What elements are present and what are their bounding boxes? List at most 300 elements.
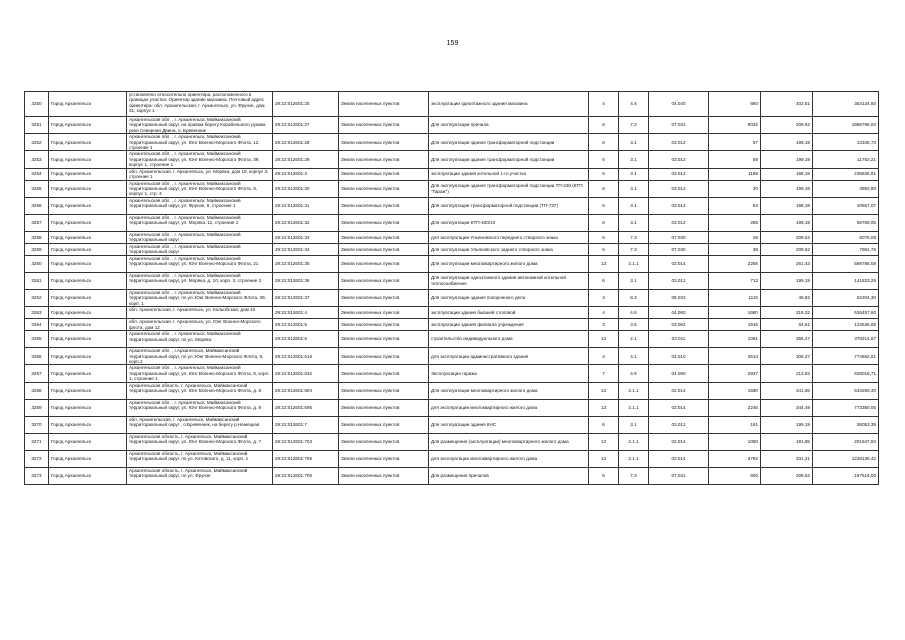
- city-cell: Город Архангельск: [49, 399, 127, 416]
- area-cell: 2245: [709, 399, 761, 416]
- usage-code-cell: 02.014: [649, 382, 709, 399]
- land-category-cell: Земли населенных пунктов: [339, 450, 429, 467]
- cadastral-number-cell: 29:22:012601:3: [273, 168, 339, 180]
- address-cell: Архангельская обл. , г. Архангельск, Маймаксанский территориальный округ, ул. Юнг Военно-Морского Флота, 39, корпус 1, строение 1: [127, 151, 273, 168]
- group-code-cell: 6: [589, 117, 619, 134]
- subgroup-code-cell: 3.1: [619, 168, 649, 180]
- cadastral-number-cell: 29:22:012601:34: [273, 243, 339, 255]
- city-cell: Город Архангельск: [49, 319, 127, 331]
- specific-value-cell: 213,83: [761, 365, 813, 382]
- city-cell: Город Архангельск: [49, 289, 127, 306]
- permitted-use-cell: Для эксплуатации трансформаторной подстанции (ТП-737): [429, 197, 589, 214]
- usage-code-cell: 04.060: [649, 307, 709, 319]
- group-code-cell: 6: [589, 168, 619, 180]
- subgroup-code-cell: 2.1: [619, 331, 649, 348]
- address-cell: Архангельская обл. , г. Архангельск, Маймаксанский территориальный округ, ул. Юнг Военно-Морского Флота, 21: [127, 255, 273, 272]
- usage-code-cell: 04.010: [649, 348, 709, 365]
- address-cell: Архангельская обл. , г. Архангельск, Маймаксанский территориальный округ, ул. Юнг Военно-Морского Флота, д. 8: [127, 399, 273, 416]
- cadastral-number-cell: 29:22:012601:694: [273, 382, 339, 399]
- subgroup-code-cell: 3.1: [619, 134, 649, 151]
- row-number: 3251: [25, 117, 49, 134]
- row-number: 3268: [25, 382, 49, 399]
- address-cell: Архангельская область, г. Архангельск, Маймаксанский территориальный округ, ул. Юнг Военно-Морского Флота, д. 8: [127, 382, 273, 399]
- land-category-cell: Земли населенных пунктов: [339, 319, 429, 331]
- cadastral-value-cell: 1226136,42: [813, 450, 879, 467]
- subgroup-code-cell: 7.3: [619, 117, 649, 134]
- area-cell: 1189: [709, 168, 761, 180]
- city-cell: Город Архангельск: [49, 416, 127, 433]
- row-number: 3264: [25, 319, 49, 331]
- cadastral-value-cell: 773380,05: [813, 399, 879, 416]
- usage-code-cell: 03.012: [649, 151, 709, 168]
- row-number: 3252: [25, 134, 49, 151]
- permitted-use-cell: для эксплуатации многоквартирного жилого дома: [429, 399, 589, 416]
- row-number: 3266: [25, 348, 49, 365]
- usage-code-cell: 04.040: [649, 92, 709, 117]
- cadastral-value-cell: 378214,67: [813, 331, 879, 348]
- cadastral-number-cell: 29:22:012601:30: [273, 180, 339, 197]
- permitted-use-cell: для эксплуатации административного здания: [429, 348, 589, 365]
- cadastral-value-cell: 56768,05: [813, 214, 879, 231]
- table-row: [25, 467, 879, 484]
- land-category-cell: Земли населенных пунктов: [339, 365, 429, 382]
- cadastral-value-cell: 52204,30: [813, 289, 879, 306]
- land-category-cell: Земли населенных пунктов: [339, 307, 429, 319]
- table-row: [25, 331, 879, 348]
- cadastral-number-cell: 29:22:012601:37: [273, 289, 339, 306]
- group-code-cell: 6: [589, 231, 619, 243]
- land-category-cell: Земли населенных пунктов: [339, 433, 429, 450]
- subgroup-code-cell: 2.1.1: [619, 255, 649, 272]
- specific-value-cell: 209,52: [761, 467, 813, 484]
- group-code-cell: 6: [589, 180, 619, 197]
- address-cell: Архангельская обл. , г. Архангельск, Маймаксанский территориальный округ: [127, 243, 273, 255]
- cadastral-value-cell: 628018,71: [813, 365, 879, 382]
- row-number: 3270: [25, 416, 49, 433]
- area-cell: 712: [709, 272, 761, 289]
- city-cell: Город Архангельск: [49, 180, 127, 197]
- row-number: 3255: [25, 180, 49, 197]
- address-cell: Архангельская обл. , г. Архангельск, Маймаксанский территориальный округ, ул. Юнг Военно-Морского Флота, 12, строение 1: [127, 134, 273, 151]
- specific-value-cell: 402,51: [761, 92, 813, 117]
- land-category-cell: Земли населенных пунктов: [339, 467, 429, 484]
- area-cell: 20: [709, 180, 761, 197]
- specific-value-cell: 199,19: [761, 416, 813, 433]
- land-category-cell: Земли населенных пунктов: [339, 117, 429, 134]
- permitted-use-cell: Для эксплуатации многоквартирного жилого дома: [429, 382, 589, 399]
- subgroup-code-cell: 8.3: [619, 289, 649, 306]
- address-cell: Архангельская область, г. Архангельск, Маймаксанский территориальный округ, по ул. Фрунзе: [127, 467, 273, 484]
- land-category-cell: Земли населенных пунктов: [339, 231, 429, 243]
- permitted-use-cell: эксплуатации здания филиала учреждения: [429, 319, 589, 331]
- subgroup-code-cell: 3.1: [619, 416, 649, 433]
- address-cell: Архангельская обл. , г. Архангельск, Маймаксанский территориальный округ, ул. Моряка, 11, строение 1: [127, 214, 273, 231]
- permitted-use-cell: Для эксплуатации здания трансформаторной подстанции: [429, 151, 589, 168]
- permitted-use-cell: Для эксплуатации здания трансформаторной подстанции: [429, 134, 589, 151]
- row-number: 3263: [25, 307, 49, 319]
- table-row: [25, 272, 879, 289]
- city-cell: Город Архангельск: [49, 450, 127, 467]
- area-cell: 3782: [709, 450, 761, 467]
- usage-code-cell: 03.012: [649, 168, 709, 180]
- permitted-use-cell: эксплуатации здания котельной 1-го участка: [429, 168, 589, 180]
- specific-value-cell: 64,51: [761, 319, 813, 331]
- table-row: [25, 289, 879, 306]
- specific-value-cell: 319,32: [761, 307, 813, 319]
- area-cell: 1061: [709, 331, 761, 348]
- table-row: [25, 255, 879, 272]
- address-cell: Архангельская обл. , г. Архангельск, Маймаксанский территориальный округ, ул. Моряка, д. 10, корп. 3, строение 2: [127, 272, 273, 289]
- usage-code-cell: 02.014: [649, 255, 709, 272]
- city-cell: Город Архангельск: [49, 243, 127, 255]
- permitted-use-cell: для эксплуатации многоквартирного жилого дома: [429, 450, 589, 467]
- subgroup-code-cell: 2.1.1: [619, 433, 649, 450]
- cadastral-number-cell: 29:22:012601:5: [273, 319, 339, 331]
- group-code-cell: 13: [589, 255, 619, 272]
- land-category-cell: Земли населенных пунктов: [339, 255, 429, 272]
- group-code-cell: 6: [589, 272, 619, 289]
- city-cell: Город Архангельск: [49, 214, 127, 231]
- area-cell: 2937: [709, 365, 761, 382]
- specific-value-cell: 356,47: [761, 331, 813, 348]
- cadastral-value-cell: 6076,08: [813, 231, 879, 243]
- permitted-use-cell: Для эксплуатации многоквартирного жилого дома: [429, 255, 589, 272]
- row-number: 3250: [25, 92, 49, 117]
- table-row: [25, 307, 879, 319]
- city-cell: Город Архангельск: [49, 272, 127, 289]
- usage-code-cell: 03.012: [649, 416, 709, 433]
- group-code-cell: 6: [589, 197, 619, 214]
- usage-code-cell: 04.090: [649, 365, 709, 382]
- group-code-cell: 6: [589, 134, 619, 151]
- row-number: 3272: [25, 450, 49, 467]
- usage-code-cell: 03.012: [649, 214, 709, 231]
- usage-code-cell: 02.014: [649, 450, 709, 467]
- group-code-cell: 13: [589, 399, 619, 416]
- specific-value-cell: 209,52: [761, 231, 813, 243]
- subgroup-code-cell: 3.1: [619, 197, 649, 214]
- table-row: [25, 243, 879, 255]
- permitted-use-cell: эксплуатации одноэтажного здания магазина: [429, 92, 589, 117]
- cadastral-number-cell: 29:22:012601:4: [273, 307, 339, 319]
- subgroup-code-cell: 3.1: [619, 214, 649, 231]
- specific-value-cell: 331,21: [761, 450, 813, 467]
- group-code-cell: 6: [589, 151, 619, 168]
- table-row: [25, 382, 879, 399]
- specific-value-cell: 46,82: [761, 289, 813, 306]
- subgroup-code-cell: 7.3: [619, 231, 649, 243]
- subgroup-code-cell: 4.9: [619, 365, 649, 382]
- row-number: 3260: [25, 255, 49, 272]
- group-code-cell: 6: [589, 467, 619, 484]
- specific-value-cell: 209,52: [761, 243, 813, 255]
- city-cell: Город Архангельск: [49, 255, 127, 272]
- cadastral-value-cell: 36053,39: [813, 416, 879, 433]
- land-category-cell: Земли населенных пунктов: [339, 399, 429, 416]
- address-cell: Архангельская обл. , г. Архангельск, Маймаксанский территориальный округ, по ул. Моряка: [127, 331, 273, 348]
- permitted-use-cell: Для эксплуатации одноэтажного здания автономной котельной теплоснабжения: [429, 272, 589, 289]
- land-category-cell: Земли населенных пунктов: [339, 243, 429, 255]
- permitted-use-cell: Для эксплуатации Ульяновского заднего створного знака: [429, 243, 589, 255]
- area-cell: 38: [709, 243, 761, 255]
- city-cell: Город Архангельск: [49, 168, 127, 180]
- row-number: 3262: [25, 289, 49, 306]
- cadastral-number-cell: 29:22:012601:632: [273, 365, 339, 382]
- specific-value-cell: 344,49: [761, 399, 813, 416]
- specific-value-cell: 261,43: [761, 255, 813, 272]
- subgroup-code-cell: 3.6: [619, 319, 649, 331]
- address-cell: Архангельская обл. , г. Архангельск, Маймаксанский территориальный округ, ул. Юнг Военно-Морского Флота, 9, корп. 1, строение 1: [127, 365, 273, 382]
- row-number: 3259: [25, 243, 49, 255]
- cadastral-value-cell: 11752,21: [813, 151, 879, 168]
- address-cell: Архангельская обл. , г. Архангельск, Маймаксанский территориальный округ, по ул. Юнг Военно-Морского Флота, 39, корп. 1: [127, 289, 273, 306]
- usage-code-cell: 03.062: [649, 319, 709, 331]
- table-row: [25, 231, 879, 243]
- row-number: 3256: [25, 197, 49, 214]
- specific-value-cell: 191,95: [761, 433, 813, 450]
- table-row: [25, 399, 879, 416]
- city-cell: Город Архангельск: [49, 433, 127, 450]
- specific-value-cell: 308,27: [761, 348, 813, 365]
- cadastral-number-cell: 29:22:012601:35: [273, 255, 339, 272]
- table-row: [25, 433, 879, 450]
- cadastral-number-cell: 29:22:012601:7: [273, 416, 339, 433]
- area-cell: 2513: [709, 348, 761, 365]
- area-cell: 59: [709, 151, 761, 168]
- area-cell: 1915: [709, 319, 761, 331]
- group-code-cell: 3: [589, 319, 619, 331]
- group-code-cell: 4: [589, 348, 619, 365]
- table-row: [25, 134, 879, 151]
- group-code-cell: 13: [589, 450, 619, 467]
- group-code-cell: 13: [589, 331, 619, 348]
- subgroup-code-cell: 3.1: [619, 151, 649, 168]
- usage-code-cell: 03.012: [649, 272, 709, 289]
- page-number: 159: [446, 40, 459, 47]
- area-cell: 800: [709, 467, 761, 484]
- specific-value-cell: 199,19: [761, 168, 813, 180]
- address-cell: Архангельская обл. , г. Архангельск, Маймаксанский территориальный округ, ул. Фрунзе, 8, строение 1: [127, 197, 273, 214]
- cadastral-value-cell: 1886796,04: [813, 117, 879, 134]
- permitted-use-cell: Для эксплуатации причала: [429, 117, 589, 134]
- land-category-cell: Земли населенных пунктов: [339, 348, 429, 365]
- table-row: [25, 180, 879, 197]
- group-code-cell: 6: [589, 243, 619, 255]
- group-code-cell: 4: [589, 92, 619, 117]
- address-cell: Архангельская обл. , г. Архангельск, Маймаксанский территориальный округ, на правом берегу Корабельного рукава реки Северная Двина, о. Бревенник: [127, 117, 273, 134]
- area-cell: 9032: [709, 117, 761, 134]
- row-number: 3265: [25, 331, 49, 348]
- specific-value-cell: 199,19: [761, 272, 813, 289]
- usage-code-cell: 07.031: [649, 467, 709, 484]
- table-row: [25, 319, 879, 331]
- usage-code-cell: 03.012: [649, 134, 709, 151]
- permitted-use-cell: строительство индивидуального дома: [429, 331, 589, 348]
- area-cell: 29: [709, 231, 761, 243]
- area-cell: 181: [709, 416, 761, 433]
- cadastral-number-cell: 29:22:012601:695: [273, 399, 339, 416]
- usage-code-cell: 07.030: [649, 243, 709, 255]
- specific-value-cell: 199,19: [761, 180, 813, 197]
- city-cell: Город Архангельск: [49, 197, 127, 214]
- usage-code-cell: 07.031: [649, 117, 709, 134]
- subgroup-code-cell: 4.6: [619, 307, 649, 319]
- usage-code-cell: 03.012: [649, 197, 709, 214]
- group-code-cell: 7: [589, 365, 619, 382]
- specific-value-cell: 199,19: [761, 214, 813, 231]
- land-category-cell: Земли населенных пунктов: [339, 134, 429, 151]
- cadastral-value-cell: 201547,50: [813, 433, 879, 450]
- cadastral-number-cell: 29:22:012601:36: [273, 272, 339, 289]
- land-category-cell: Земли населенных пунктов: [339, 272, 429, 289]
- city-cell: Город Архангельск: [49, 231, 127, 243]
- city-cell: Город Архангельск: [49, 382, 127, 399]
- permitted-use-cell: Эксплуатация гаража: [429, 365, 589, 382]
- cadastral-value-cell: 167616,00: [813, 467, 879, 484]
- cadastral-number-cell: 29:22:012601:28: [273, 134, 339, 151]
- cadastral-value-cell: 10557,07: [813, 197, 879, 214]
- cadastral-number-cell: 29:22:012601:32: [273, 214, 339, 231]
- subgroup-code-cell: 4.4: [619, 92, 649, 117]
- land-category-cell: Земли населенных пунктов: [339, 168, 429, 180]
- table-row: [25, 117, 879, 134]
- row-number: 3257: [25, 214, 49, 231]
- table-row: [25, 416, 879, 433]
- address-cell: установлено относительно ориентира, расположенного в границах участка. Ориентир здание магазина. Почтовый адрес ориентира: обл. Архангельская, г. Архангельск, ул. Фрунзе, дом 31, корпус 1: [127, 92, 273, 117]
- permitted-use-cell: Для размещения причалов: [429, 467, 589, 484]
- cadastral-value-cell: 774682,51: [813, 348, 879, 365]
- cadastral-value-cell: 236836,91: [813, 168, 879, 180]
- subgroup-code-cell: 4.1: [619, 348, 649, 365]
- cadastral-number-cell: 29:22:012601:25: [273, 92, 339, 117]
- subgroup-code-cell: 7.3: [619, 467, 649, 484]
- address-cell: обл. Архангельская, г. Архангельск, Маймаксанский территориальный округ , о.Бревенник, на берегу р.Немецкая: [127, 416, 273, 433]
- table-row: [25, 197, 879, 214]
- usage-code-cell: 02.014: [649, 433, 709, 450]
- subgroup-code-cell: 2.1.1: [619, 399, 649, 416]
- group-code-cell: 4: [589, 307, 619, 319]
- subgroup-code-cell: 3.1: [619, 180, 649, 197]
- row-number: 3271: [25, 433, 49, 450]
- cadastral-number-cell: 29:22:012601:31: [273, 197, 339, 214]
- row-number: 3267: [25, 365, 49, 382]
- table-row: [25, 214, 879, 231]
- permitted-use-cell: Для размещения (эксплуатации) многоквартирного жилого дома: [429, 433, 589, 450]
- cadastral-number-cell: 29:22:012601:6: [273, 331, 339, 348]
- area-cell: 53: [709, 197, 761, 214]
- table-body: [25, 92, 879, 485]
- cadastral-value-cell: 7961,76: [813, 243, 879, 255]
- group-code-cell: 6: [589, 416, 619, 433]
- land-category-cell: Земли населенных пунктов: [339, 151, 429, 168]
- subgroup-code-cell: 2.1.1: [619, 382, 649, 399]
- subgroup-code-cell: 2.1.1: [619, 450, 649, 467]
- row-number: 3258: [25, 231, 49, 243]
- city-cell: Город Архангельск: [49, 331, 127, 348]
- usage-code-cell: 07.030: [649, 231, 709, 243]
- area-cell: 67: [709, 134, 761, 151]
- group-code-cell: 6: [589, 214, 619, 231]
- area-cell: 1115: [709, 289, 761, 306]
- cadastral-number-cell: 29:22:012601:703: [273, 433, 339, 450]
- area-cell: 1680: [709, 307, 761, 319]
- address-cell: Архангельская область, г. Архангельск, Маймаксанский территориальный округ, ул. Юнг Военно-Морского Флота, д. 7: [127, 433, 273, 450]
- city-cell: Город Архангельск: [49, 348, 127, 365]
- usage-code-cell: 02.011: [649, 331, 709, 348]
- city-cell: Город Архангельск: [49, 365, 127, 382]
- subgroup-code-cell: 3.1: [619, 272, 649, 289]
- permitted-use-cell: эксплуатации здания бывшей столовой: [429, 307, 589, 319]
- permitted-use-cell: Для эксплуатации здания КНС: [429, 416, 589, 433]
- address-cell: Архангельская обл. , г. Архангельск, Маймаксанский территориальный округ: [127, 231, 273, 243]
- table-row: [25, 151, 879, 168]
- table-row: [25, 168, 879, 180]
- cadastral-number-cell: 29:22:012601:29: [273, 151, 339, 168]
- table-row: [25, 348, 879, 365]
- land-category-cell: Земли населенных пунктов: [339, 289, 429, 306]
- cadastral-number-cell: 29:22:012601:27: [273, 117, 339, 134]
- cadastral-value-cell: 13345,73: [813, 134, 879, 151]
- address-cell: обл. Архангельская, г. Архангельск, ул. Юнг Военно-Морского флота, дом 12: [127, 319, 273, 331]
- cadastral-value-cell: 543280,40: [813, 382, 879, 399]
- city-cell: Город Архангельск: [49, 134, 127, 151]
- table-row: [25, 365, 879, 382]
- row-number: 3253: [25, 151, 49, 168]
- cadastral-value-cell: 536457,60: [813, 307, 879, 319]
- area-cell: 285: [709, 214, 761, 231]
- specific-value-cell: 199,19: [761, 134, 813, 151]
- cadastral-table: [24, 91, 879, 485]
- specific-value-cell: 209,52: [761, 117, 813, 134]
- land-category-cell: Земли населенных пунктов: [339, 197, 429, 214]
- usage-code-cell: 02.014: [649, 399, 709, 416]
- table-row: [25, 450, 879, 467]
- row-number: 3254: [25, 168, 49, 180]
- cadastral-value-cell: 589786,08: [813, 255, 879, 272]
- specific-value-cell: 341,66: [761, 382, 813, 399]
- cadastral-value-cell: 354124,80: [813, 92, 879, 117]
- group-code-cell: 13: [589, 433, 619, 450]
- address-cell: Архангельская обл. , г.Архангельск, Маймаксанский территориальный округ, по ул. Юнг Военно-Морского Флота, 9, корп.1: [127, 348, 273, 365]
- permitted-use-cell: для эксплуатации Ульяновского переднего створного знака: [429, 231, 589, 243]
- group-code-cell: 3: [589, 289, 619, 306]
- row-number: 3261: [25, 272, 49, 289]
- land-category-cell: Земли населенных пунктов: [339, 180, 429, 197]
- table-row: [25, 92, 879, 117]
- cadastral-number-cell: 29:22:012601:33: [273, 231, 339, 243]
- area-cell: 880: [709, 92, 761, 117]
- land-category-cell: Земли населенных пунктов: [339, 92, 429, 117]
- area-cell: 2256: [709, 255, 761, 272]
- cadastral-value-cell: 3983,80: [813, 180, 879, 197]
- land-category-cell: Земли населенных пунктов: [339, 331, 429, 348]
- subgroup-code-cell: 7.3: [619, 243, 649, 255]
- cadastral-number-cell: 29:22:012601:705: [273, 450, 339, 467]
- row-number: 3269: [25, 399, 49, 416]
- cadastral-number-cell: 29:22:012601:616: [273, 348, 339, 365]
- land-category-cell: Земли населенных пунктов: [339, 416, 429, 433]
- city-cell: Город Архангельск: [49, 92, 127, 117]
- city-cell: Город Архангельск: [49, 307, 127, 319]
- city-cell: Город Архангельск: [49, 117, 127, 134]
- group-code-cell: 13: [589, 382, 619, 399]
- city-cell: Город Архангельск: [49, 467, 127, 484]
- city-cell: Город Архангельск: [49, 151, 127, 168]
- specific-value-cell: 199,19: [761, 151, 813, 168]
- specific-value-cell: 199,19: [761, 197, 813, 214]
- permitted-use-cell: Для эксплуатации КТП-400/10: [429, 214, 589, 231]
- cadastral-value-cell: 141823,28: [813, 272, 879, 289]
